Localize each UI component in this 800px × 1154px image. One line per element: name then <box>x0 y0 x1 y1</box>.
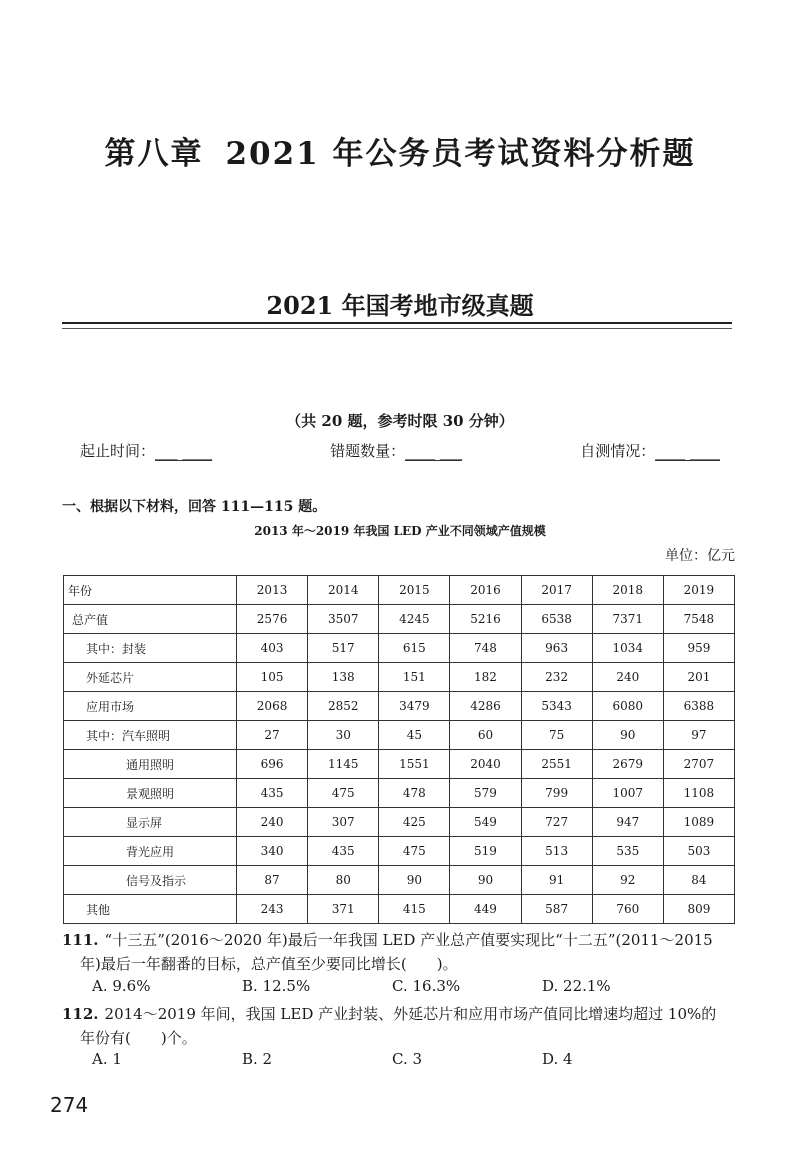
question-text: “十三五”(2016～2020 年)最后一年我国 LED 产业总产值要实现比“十二五”(2011～2015 <box>104 931 713 949</box>
value-cell: 91 <box>521 866 592 895</box>
table-row <box>64 605 735 634</box>
value-cell: 475 <box>379 837 450 866</box>
question-text-cont: 年份有( )个。 <box>80 1029 197 1047</box>
value-cell: 240 <box>237 808 308 837</box>
option-b[interactable]: B. 12.5% <box>242 977 311 995</box>
value-cell: 760 <box>592 895 663 924</box>
value-cell: 84 <box>663 866 734 895</box>
value-cell: 503 <box>663 837 734 866</box>
selftest-label: 自测情况： <box>580 442 656 460</box>
value-cell: 307 <box>308 808 379 837</box>
value-cell: 519 <box>450 837 521 866</box>
selftest-blank: ____ ____ <box>655 442 720 460</box>
value-cell: 415 <box>379 895 450 924</box>
table-row <box>64 808 735 837</box>
value-cell: 27 <box>237 721 308 750</box>
errors-label: 错题数量： <box>330 442 406 460</box>
value-cell: 435 <box>308 837 379 866</box>
option-c[interactable]: C. 16.3% <box>392 977 461 995</box>
value-cell: 1034 <box>592 634 663 663</box>
value-cell: 449 <box>450 895 521 924</box>
value-cell: 90 <box>379 866 450 895</box>
value-cell: 80 <box>308 866 379 895</box>
row-label: 其中：封装 <box>64 634 237 663</box>
option-b[interactable]: B. 2 <box>242 1050 273 1068</box>
value-cell: 2852 <box>308 692 379 721</box>
header-cell: 2013 <box>237 576 308 605</box>
value-cell: 371 <box>308 895 379 924</box>
table-row <box>64 750 735 779</box>
header-cell: 2014 <box>308 576 379 605</box>
header-cell: 2015 <box>379 576 450 605</box>
page-number: 274 <box>50 1093 89 1117</box>
time-blank: ___ ____ <box>155 442 213 460</box>
value-cell: 240 <box>592 663 663 692</box>
value-cell: 2707 <box>663 750 734 779</box>
selftest-field <box>580 440 720 461</box>
header-cell: 2017 <box>521 576 592 605</box>
value-cell: 97 <box>663 721 734 750</box>
value-cell: 959 <box>663 634 734 663</box>
time-label: 起止时间： <box>80 442 156 460</box>
value-cell: 579 <box>450 779 521 808</box>
option-a[interactable]: A. 9.6% <box>92 977 151 995</box>
value-cell: 1108 <box>663 779 734 808</box>
section-title: 2021 年国考地市级真题 <box>266 291 534 320</box>
question-112 <box>62 1002 742 1050</box>
row-label: 其中：汽车照明 <box>64 721 237 750</box>
table-header-row <box>64 576 735 605</box>
row-label: 背光应用 <box>64 837 237 866</box>
value-cell: 549 <box>450 808 521 837</box>
option-d[interactable]: D. 22.1% <box>542 977 611 995</box>
value-cell: 696 <box>237 750 308 779</box>
row-label: 景观照明 <box>64 779 237 808</box>
value-cell: 2679 <box>592 750 663 779</box>
question-text-cont: 年)最后一年翻番的目标，总产值至少要同比增长( )。 <box>80 955 458 973</box>
value-cell: 963 <box>521 634 592 663</box>
table-title: 2013 年～2019 年我国 LED 产业不同领域产值规模 <box>254 524 546 538</box>
table-row <box>64 663 735 692</box>
value-cell: 2576 <box>237 605 308 634</box>
value-cell: 1089 <box>663 808 734 837</box>
value-cell: 435 <box>237 779 308 808</box>
value-cell: 45 <box>379 721 450 750</box>
value-cell: 727 <box>521 808 592 837</box>
chapter-title <box>0 128 800 173</box>
value-cell: 182 <box>450 663 521 692</box>
value-cell: 138 <box>308 663 379 692</box>
value-cell: 1007 <box>592 779 663 808</box>
value-cell: 535 <box>592 837 663 866</box>
value-cell: 2551 <box>521 750 592 779</box>
value-cell: 4245 <box>379 605 450 634</box>
value-cell: 3479 <box>379 692 450 721</box>
exam-meta: （共 20 题，参考时限 30 分钟） <box>286 412 514 430</box>
question-number: 111. <box>62 931 99 949</box>
data-table <box>63 575 735 924</box>
row-label: 显示屏 <box>64 808 237 837</box>
value-cell: 30 <box>308 721 379 750</box>
table-row <box>64 779 735 808</box>
value-cell: 615 <box>379 634 450 663</box>
options-111 <box>92 977 692 995</box>
header-cell: 2018 <box>592 576 663 605</box>
errors-field <box>330 440 462 461</box>
value-cell: 3507 <box>308 605 379 634</box>
table-unit: 单位：亿元 <box>665 548 735 564</box>
value-cell: 1551 <box>379 750 450 779</box>
value-cell: 6388 <box>663 692 734 721</box>
question-number: 112. <box>62 1005 99 1023</box>
value-cell: 7371 <box>592 605 663 634</box>
value-cell: 478 <box>379 779 450 808</box>
option-c[interactable]: C. 3 <box>392 1050 423 1068</box>
row-label: 其他 <box>64 895 237 924</box>
divider-thick <box>62 322 732 324</box>
value-cell: 6080 <box>592 692 663 721</box>
value-cell: 475 <box>308 779 379 808</box>
value-cell: 587 <box>521 895 592 924</box>
header-cell: 年份 <box>64 576 237 605</box>
table-row <box>64 895 735 924</box>
option-a[interactable]: A. 1 <box>92 1050 122 1068</box>
value-cell: 403 <box>237 634 308 663</box>
value-cell: 92 <box>592 866 663 895</box>
value-cell: 151 <box>379 663 450 692</box>
row-label: 通用照明 <box>64 750 237 779</box>
value-cell: 425 <box>379 808 450 837</box>
value-cell: 809 <box>663 895 734 924</box>
row-label: 总产值 <box>64 605 237 634</box>
errors-blank: ____ ___ <box>405 442 463 460</box>
value-cell: 90 <box>592 721 663 750</box>
record-fields <box>80 440 720 461</box>
value-cell: 947 <box>592 808 663 837</box>
value-cell: 5343 <box>521 692 592 721</box>
value-cell: 4286 <box>450 692 521 721</box>
value-cell: 517 <box>308 634 379 663</box>
value-cell: 75 <box>521 721 592 750</box>
value-cell: 6538 <box>521 605 592 634</box>
table-row <box>64 692 735 721</box>
value-cell: 7548 <box>663 605 734 634</box>
question-text: 2014～2019 年间，我国 LED 产业封装、外延芯片和应用市场产值同比增速均超过 10%的 <box>104 1005 717 1023</box>
chapter-heading: 2021 年公务员考试资料分析题 <box>225 136 696 172</box>
value-cell: 748 <box>450 634 521 663</box>
chapter-label: 第八章 <box>104 136 204 172</box>
divider-thin <box>62 328 732 329</box>
value-cell: 87 <box>237 866 308 895</box>
header-cell: 2016 <box>450 576 521 605</box>
table-row <box>64 721 735 750</box>
value-cell: 799 <box>521 779 592 808</box>
value-cell: 243 <box>237 895 308 924</box>
value-cell: 513 <box>521 837 592 866</box>
value-cell: 201 <box>663 663 734 692</box>
value-cell: 232 <box>521 663 592 692</box>
row-label: 外延芯片 <box>64 663 237 692</box>
question-111 <box>62 928 742 976</box>
table-row <box>64 837 735 866</box>
table-row <box>64 634 735 663</box>
value-cell: 2040 <box>450 750 521 779</box>
row-label: 信号及指示 <box>64 866 237 895</box>
value-cell: 2068 <box>237 692 308 721</box>
value-cell: 340 <box>237 837 308 866</box>
value-cell: 90 <box>450 866 521 895</box>
value-cell: 105 <box>237 663 308 692</box>
value-cell: 1145 <box>308 750 379 779</box>
table-row <box>64 866 735 895</box>
header-cell: 2019 <box>663 576 734 605</box>
row-label: 应用市场 <box>64 692 237 721</box>
material-intro: 一、根据以下材料，回答 111—115 题。 <box>62 499 327 515</box>
options-112 <box>92 1050 692 1068</box>
option-d[interactable]: D. 4 <box>542 1050 573 1068</box>
value-cell: 60 <box>450 721 521 750</box>
time-field <box>80 440 212 461</box>
value-cell: 5216 <box>450 605 521 634</box>
